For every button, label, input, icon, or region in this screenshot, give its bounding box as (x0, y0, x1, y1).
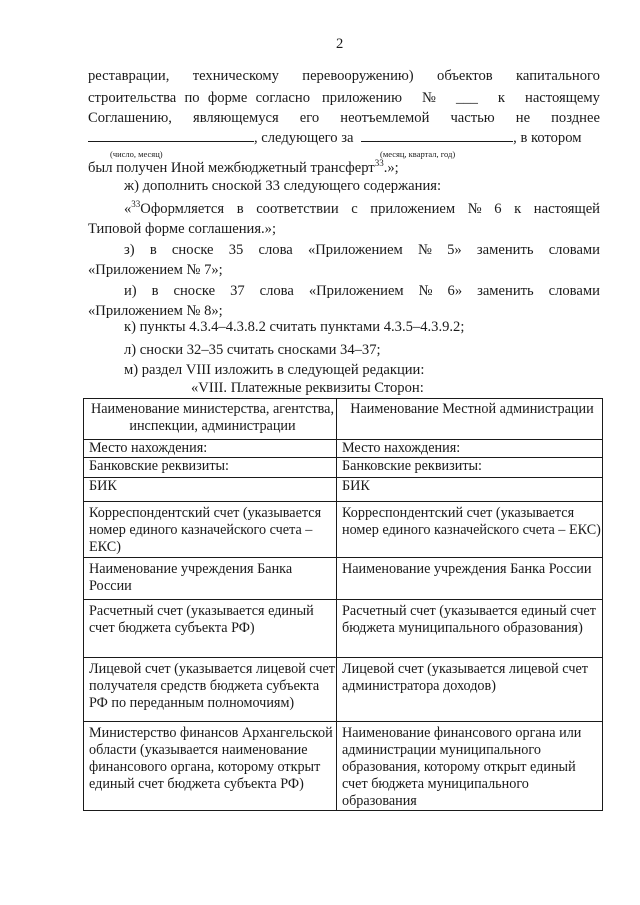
cell-local-admin: БИК (337, 478, 603, 502)
blank-date-field (88, 129, 254, 142)
word: слова (258, 242, 293, 258)
caption-period: (месяц, квартал, год) (380, 149, 456, 159)
word: объектов (437, 68, 493, 84)
word: № (467, 201, 482, 217)
line-text: , в котором (513, 130, 582, 146)
cell-ministry: Министерство финансов Архангельской области (указывается наименование финансового органа, которому открыт единый счет бюджета субъекта РФ) (84, 722, 337, 811)
word: 6 (494, 201, 502, 217)
word: словами (548, 242, 600, 258)
cell-local-admin: Корреспондентский счет (указывается номер единого казначейского счета – ЕКС) (337, 502, 603, 558)
word: форме (207, 90, 248, 106)
header-cell-ministry: Наименование министерства, агентства, инспекции, администрации (84, 399, 337, 440)
table-row (84, 722, 603, 811)
word: Соглашению, (88, 110, 172, 126)
page-number: 2 (336, 36, 344, 52)
word: капитального (516, 68, 600, 84)
text-line-5 (88, 160, 399, 177)
word: сноске (171, 242, 214, 258)
word: словами (548, 283, 600, 299)
blank-field: ___ (456, 90, 478, 106)
text-line-3 (88, 110, 600, 127)
cell-local-admin: Наименование учреждения Банка России (337, 558, 603, 600)
word: согласно (255, 90, 310, 106)
table-row (84, 502, 603, 558)
word: Оформляется (140, 201, 225, 217)
table-row (84, 558, 603, 600)
word: настоящему (525, 90, 600, 106)
word: № (418, 283, 433, 299)
table-body (84, 399, 603, 811)
word: № (417, 242, 432, 258)
word: частью (450, 110, 495, 126)
text-line-6: ж) дополнить сноской 33 следующего содержания: (124, 178, 442, 194)
word: соответствии (256, 201, 339, 217)
word: к (497, 90, 505, 106)
cell-ministry: Банковские реквизиты: (84, 458, 337, 478)
table-row (84, 600, 603, 658)
word: 6» (447, 283, 463, 299)
footnote-mark: 33 (131, 199, 141, 210)
word: неотъемлемой (340, 110, 430, 126)
word: настоящей (533, 201, 600, 217)
word: его (299, 110, 320, 126)
payment-details-table (83, 398, 603, 811)
word: приложению (322, 90, 403, 106)
table-row (84, 658, 603, 722)
table-row (84, 440, 603, 458)
word: реставрации, (88, 68, 170, 84)
word: сноске (173, 283, 216, 299)
word: слова (259, 283, 294, 299)
word: перевооружению) (302, 68, 414, 84)
text-line-1 (88, 68, 600, 85)
quote: « (124, 201, 132, 217)
blank-period-field (361, 129, 513, 142)
line-text: .»; (383, 160, 399, 176)
word: в (149, 242, 157, 258)
word: в (236, 201, 244, 217)
cell-ministry: Корреспондентский счет (указывается номер единого казначейского счета – ЕКС) (84, 502, 337, 558)
cell-ministry: Лицевой счет (указывается лицевой счет получателя средств бюджета субъекта РФ по переданным полномочиям) (84, 658, 337, 722)
text-line-11 (124, 283, 600, 300)
word: заменить (476, 242, 534, 258)
text-line-2a (88, 90, 310, 107)
text-line-12: «Приложением № 8»; (88, 303, 223, 319)
word: 5» (447, 242, 462, 258)
word: позднее (551, 110, 600, 126)
word (124, 201, 224, 218)
word: и) (124, 283, 137, 299)
text-line-15: м) раздел VIII изложить в следующей редакции: (124, 362, 425, 378)
table-header-row (84, 399, 603, 440)
text-line-8: Типовой форме соглашения.»; (88, 221, 277, 237)
cell-local-admin: Банковские реквизиты: (337, 458, 603, 478)
line-text: , следующего за (254, 130, 354, 146)
cell-local-admin: Расчетный счет (указывается единый счет бюджета муниципального образования) (337, 600, 603, 658)
header-cell-local-admin: Наименование Местной администрации (337, 399, 603, 440)
word: не (515, 110, 531, 126)
cell-ministry: Наименование учреждения Банка России (84, 558, 337, 600)
word: техническому (192, 68, 279, 84)
text-line-9 (124, 242, 600, 259)
word: строительства (88, 90, 177, 106)
word: № (422, 90, 436, 106)
line-text: был получен Иной межбюджетный трансферт (88, 160, 375, 176)
footnote-ref: 33 (374, 158, 384, 169)
word: к (514, 201, 522, 217)
word: с (351, 201, 358, 217)
word: з) (124, 242, 135, 258)
word: в (151, 283, 159, 299)
text-line-10: «Приложением № 7»; (88, 262, 223, 278)
text-line-2b (322, 90, 600, 107)
cell-local-admin: Наименование финансового органа или администрации муниципального образования, которому открыт единый счет бюджета муниципального образования (337, 722, 603, 811)
cell-ministry: Расчетный счет (указывается единый счет бюджета субъекта РФ) (84, 600, 337, 658)
cell-local-admin: Лицевой счет (указывается лицевой счет администратора доходов) (337, 658, 603, 722)
word: по (184, 90, 200, 106)
word: являющемуся (192, 110, 279, 126)
word: заменить (477, 283, 534, 299)
word: «Приложением (307, 242, 403, 258)
word: 37 (230, 283, 245, 299)
text-line-14: л) сноски 32–35 считать сносками 34–37; (124, 342, 381, 358)
cell-ministry: Место нахождения: (84, 440, 337, 458)
table-row (84, 478, 603, 502)
text-line-7 (124, 201, 600, 218)
caption-date: (число, месяц) (110, 149, 163, 159)
word: приложением (370, 201, 456, 217)
word: 35 (228, 242, 244, 258)
text-line-4 (88, 129, 581, 147)
cell-ministry: БИК (84, 478, 337, 502)
table-row (84, 458, 603, 478)
cell-local-admin: Место нахождения: (337, 440, 603, 458)
text-line-13: к) пункты 4.3.4–4.3.8.2 считать пунктами 4.3.5–4.3.9.2; (124, 319, 465, 335)
section-title: «VIII. Платежные реквизиты Сторон: (191, 380, 424, 396)
word: «Приложением (308, 283, 404, 299)
